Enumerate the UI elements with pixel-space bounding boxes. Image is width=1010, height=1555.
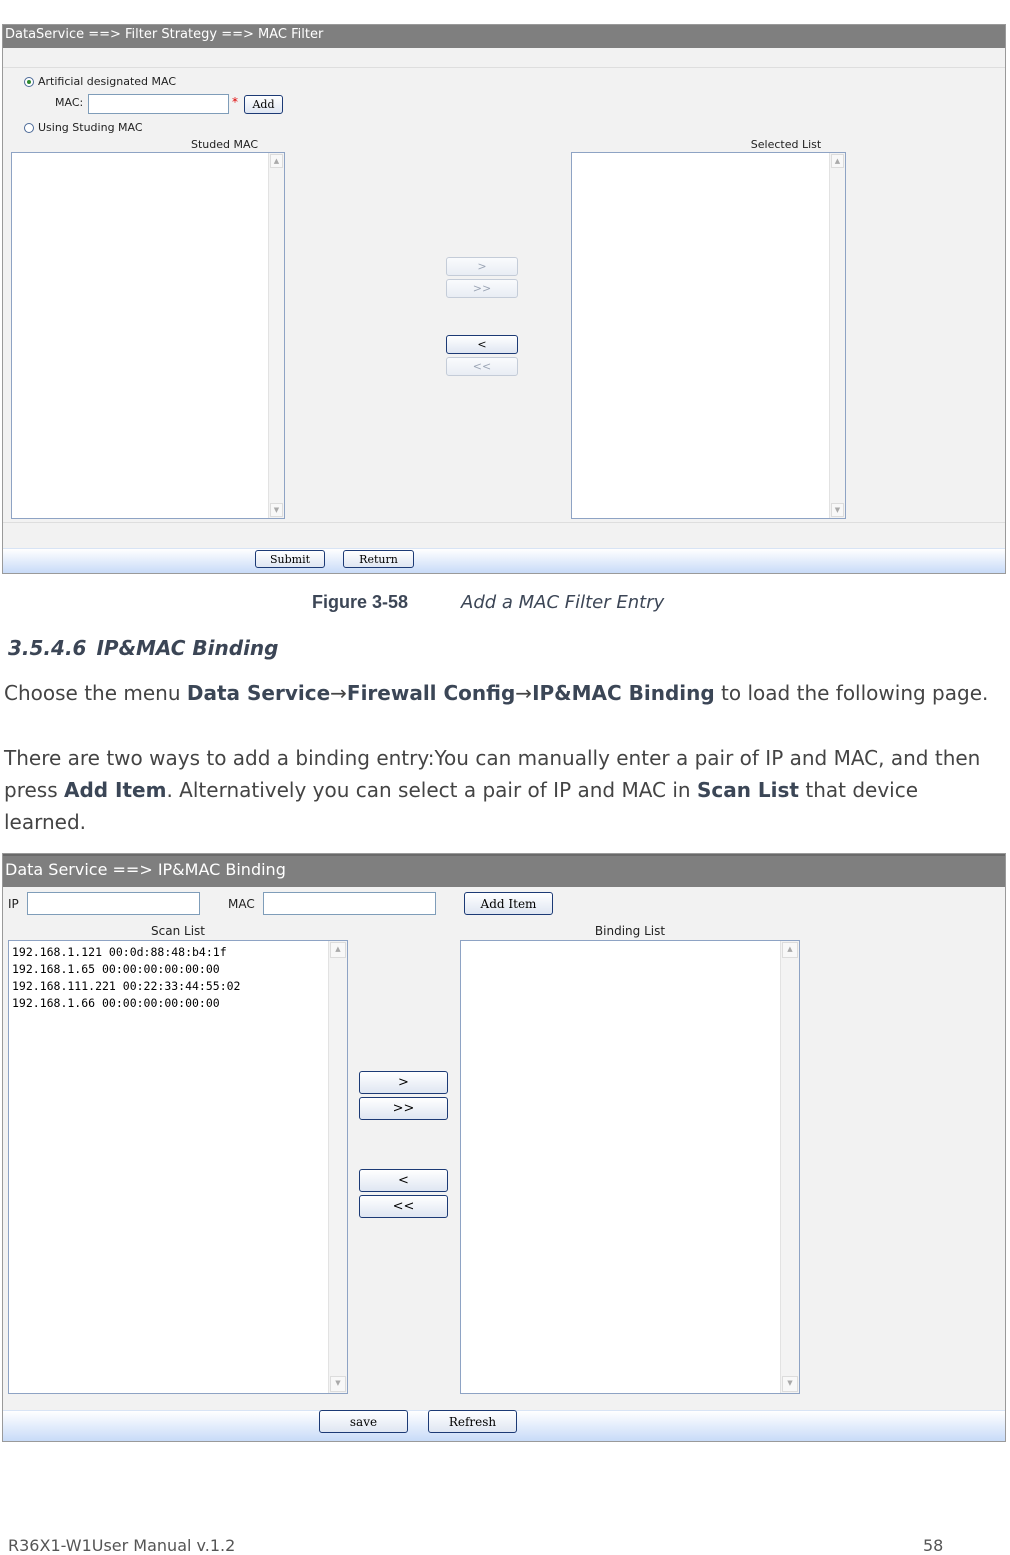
page-number: 58 [923,1536,944,1555]
move-right-button[interactable]: > [446,257,518,276]
figure-number: Figure 3-58 [312,592,409,612]
studing-mac-radio[interactable] [24,123,34,133]
ip-label: IP [8,897,19,911]
mac-label: MAC: [55,96,84,109]
list-item[interactable]: 192.168.1.65 00:00:00:00:00:00 [12,962,220,976]
artificial-mac-label: Artificial designated MAC [38,75,177,88]
scroll-down-icon[interactable]: ▼ [270,503,283,517]
scan-list[interactable] [8,940,348,1394]
move-all-left-button[interactable]: << [446,357,518,376]
header-divider [3,67,1005,68]
paragraph-description [4,742,1004,838]
selected-list[interactable] [571,152,846,519]
button-bar [3,548,1005,573]
move-left-button[interactable]: < [446,335,518,354]
required-mark: * [232,95,238,109]
studed-mac-list[interactable] [11,152,285,519]
submit-button[interactable]: Submit [255,550,325,568]
arrow: → [515,681,533,705]
return-button[interactable]: Return [343,550,414,568]
scan-list-items [9,944,347,1012]
breadcrumb-text: Data Service ==> IP&MAC Binding [5,860,286,879]
breadcrumb [3,25,1005,48]
paragraph-menu-path [4,677,1004,709]
save-button[interactable]: save [319,1410,408,1433]
move-all-right-button[interactable]: >> [446,279,518,298]
add-button[interactable]: Add [244,95,283,114]
add-item-button[interactable]: Add Item [464,892,553,915]
scroll-up-icon[interactable]: ▲ [330,942,346,958]
refresh-button[interactable]: Refresh [428,1410,517,1433]
figure-title: Add a MAC Filter Entry [461,592,665,613]
scrollbar[interactable] [328,941,347,1393]
add-item-term: Add Item [63,778,167,802]
scroll-up-icon[interactable]: ▲ [270,154,283,168]
scrollbar[interactable] [829,153,845,518]
list-item[interactable]: 192.168.1.121 00:0d:88:48:b4:1f [12,945,227,959]
menu-data-service: Data Service [186,681,331,705]
scroll-down-icon[interactable]: ▼ [782,1376,798,1392]
menu-ip-mac-binding: IP&MAC Binding [532,681,715,705]
scan-list-title: Scan List [151,924,205,938]
section-number: 3.5.4.6 [8,636,87,660]
breadcrumb [3,854,1005,887]
text: to load the following page. [714,681,989,705]
mac-label: MAC [228,897,255,911]
artificial-mac-radio[interactable] [24,77,34,87]
document-title: R36X1-W1User Manual v.1.2 [8,1536,236,1555]
arrow: → [330,681,347,705]
move-right-button[interactable]: > [359,1071,448,1094]
move-all-right-button[interactable]: >> [359,1097,448,1120]
scrollbar[interactable] [780,941,799,1393]
menu-firewall-config: Firewall Config [346,681,516,705]
text: that device learned. [4,778,919,834]
ip-mac-binding-panel [2,853,1006,1442]
text: There are two ways to add a binding entry:You can manually enter a pair of IP and MAC, and then press [4,746,981,802]
section-heading [8,636,278,660]
studed-mac-title: Studed MAC [191,138,258,151]
text: Choose the menu [4,681,187,705]
section-title: IP&MAC Binding [96,636,279,660]
mac-input[interactable] [263,892,436,915]
studing-mac-label: Using Studing MAC [38,121,143,134]
scrollbar[interactable] [268,153,284,518]
scroll-up-icon[interactable]: ▲ [831,154,844,168]
move-left-button[interactable]: < [359,1169,448,1192]
breadcrumb-text: DataService ==> Filter Strategy ==> MAC Filter [5,27,324,42]
list-item[interactable]: 192.168.111.221 00:22:33:44:55:02 [12,979,241,993]
binding-list[interactable] [460,940,800,1394]
footer-divider [3,522,1005,523]
scan-list-term: Scan List [696,778,799,802]
scroll-down-icon[interactable]: ▼ [330,1376,346,1392]
move-all-left-button[interactable]: << [359,1195,448,1218]
ip-input[interactable] [27,892,200,915]
text: . Alternatively you can select a pair of IP and MAC in [166,778,697,802]
scroll-down-icon[interactable]: ▼ [831,503,844,517]
list-item[interactable]: 192.168.1.66 00:00:00:00:00:00 [12,996,220,1010]
selected-list-title: Selected List [750,138,822,151]
mac-filter-panel [2,24,1006,574]
mac-input[interactable] [88,94,229,114]
scroll-up-icon[interactable]: ▲ [782,942,798,958]
binding-list-title: Binding List [594,924,666,938]
